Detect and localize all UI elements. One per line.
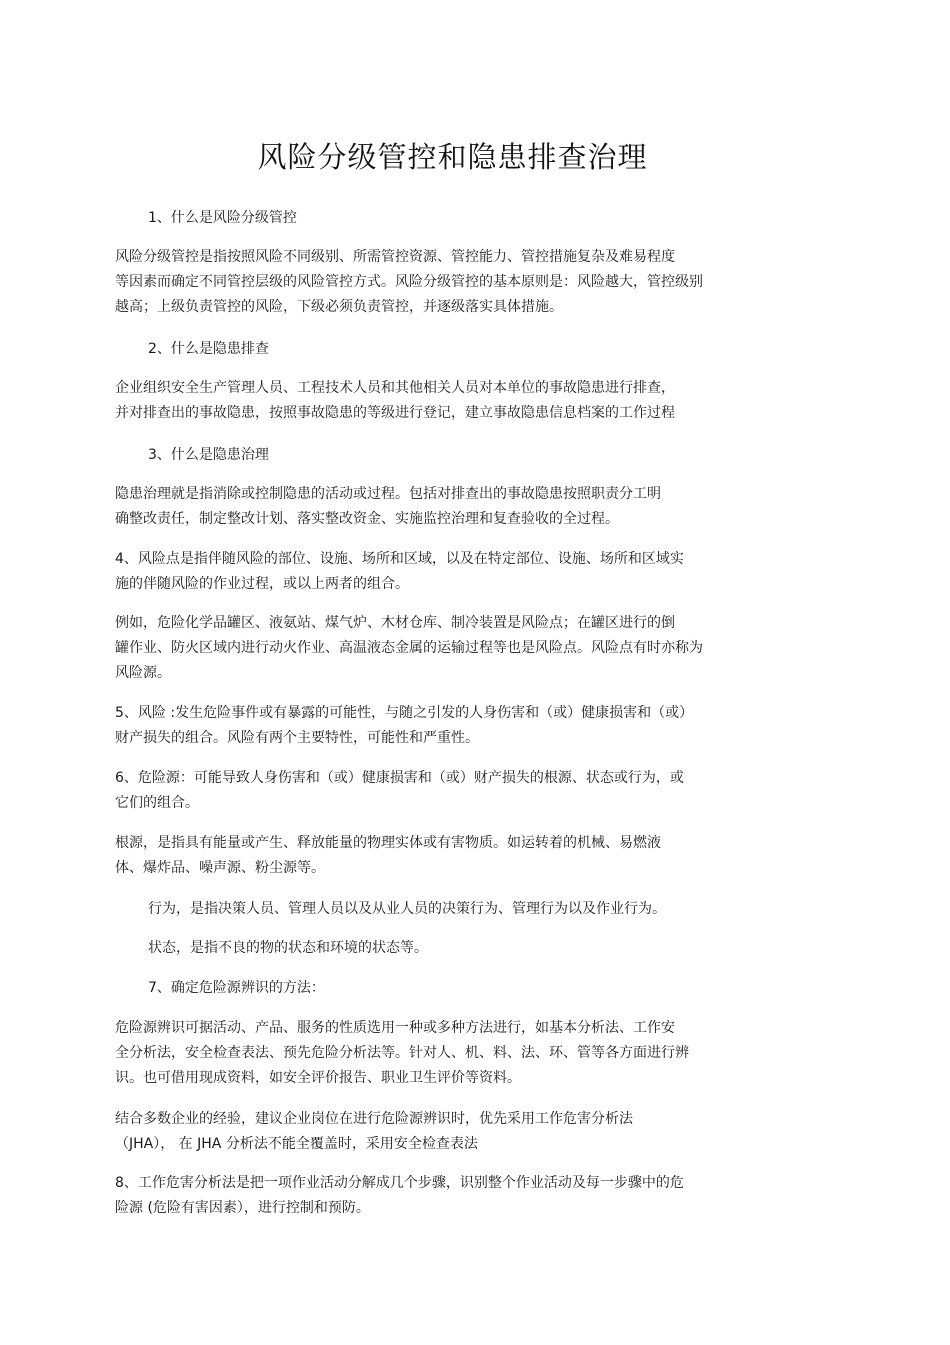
document-title: 风险分级管控和隐患排查治理 bbox=[257, 140, 648, 174]
paragraph-risk-point: 4、风险点是指伴随风险的部位、设施、场所和区域，以及在特定部位、设施、场所和区域实 施的伴随风险的作业过程，或以上两者的组合。 bbox=[115, 551, 684, 592]
paragraph-state: 状态，是指不良的物的状态和环境的状态等。 bbox=[148, 940, 428, 956]
paragraph-root-source: 根源，是指具有能量或产生、释放能量的物理实体或有害物质。如运转着的机械、易燃液 体、爆炸品、噪声源、粉尘源等。 bbox=[115, 835, 661, 876]
paragraph-jha-definition: 8、工作危害分析法是把一项作业活动分解成几个步骤，识别整个作业活动及每一步骤中的危 险源 (危险有害因素），进行控制和预防。 bbox=[115, 1175, 684, 1216]
paragraph-hazard-inspection: 企业组织安全生产管理人员、工程技术人员和其他相关人员对本单位的事故隐患进行排查， 并对排查出的事故隐患，按照事故隐患的等级进行登记，建立事故隐患信息档案的工作过程 bbox=[115, 380, 675, 421]
paragraph-hazard-treatment: 隐患治理就是指消除或控制隐患的活动或过程。包括对排查出的事故隐患按照职责分工明 确整改责任，制定整改计划、落实整改资金、实施监控治理和复查验收的全过程。 bbox=[115, 486, 661, 527]
paragraph-jha-recommendation: 结合多数企业的经验，建议企业岗位在进行危险源辨识时，优先采用工作危害分析法 （JHA）， 在 JHA 分析法不能全覆盖时，采用安全检查表法 bbox=[115, 1111, 633, 1152]
paragraph-identification-methods: 危险源辨识可据活动、产品、服务的性质选用一种或多种方法进行，如基本分析法、工作安 全分析法，安全检查表法、预先危险分析法等。针对人、机、料、法、环、管等各方面进行辨 识。也可借用现成资料，如安全评价报告、职业卫生评价等资料。 bbox=[115, 1020, 689, 1086]
section-heading-1: 1、什么是风险分级管控 bbox=[148, 210, 297, 226]
paragraph-behavior: 行为，是指决策人员、管理人员以及从业人员的决策行为、管理行为以及作业行为。 bbox=[148, 901, 666, 917]
paragraph-risk-control: 风险分级管控是指按照风险不同级别、所需管控资源、管控能力、管控措施复杂及难易程度 等因素而确定不同管控层级的风险管控方式。风险分级管控的基本原则是：风险越大，管控级别 越高；上级负责管控的风险，下级必须负责管控，并逐级落实具体措施。 bbox=[115, 249, 703, 315]
paragraph-hazard-source: 6、危险源：可能导致人身伤害和（或）健康损害和（或）财产损失的根源、状态或行为，或 它们的组合。 bbox=[115, 770, 684, 811]
section-heading-7: 7、确定危险源辨识的方法： bbox=[148, 980, 325, 996]
paragraph-risk-definition: 5、风险 :发生危险事件或有暴露的可能性，与随之引发的人身伤害和（或）健康损害和（或） 财产损失的组合。风险有两个主要特性，可能性和严重性。 bbox=[115, 705, 694, 746]
section-heading-2: 2、什么是隐患排查 bbox=[148, 341, 269, 357]
section-heading-3: 3、什么是隐患治理 bbox=[148, 447, 269, 463]
paragraph-risk-point-example: 例如，危险化学品罐区、液氨站、煤气炉、木材仓库、制冷装置是风险点；在罐区进行的倒 罐作业、防火区域内进行动火作业、高温液态金属的运输过程等也是风险点。风险点有时亦称为 风险源。 bbox=[115, 615, 703, 681]
